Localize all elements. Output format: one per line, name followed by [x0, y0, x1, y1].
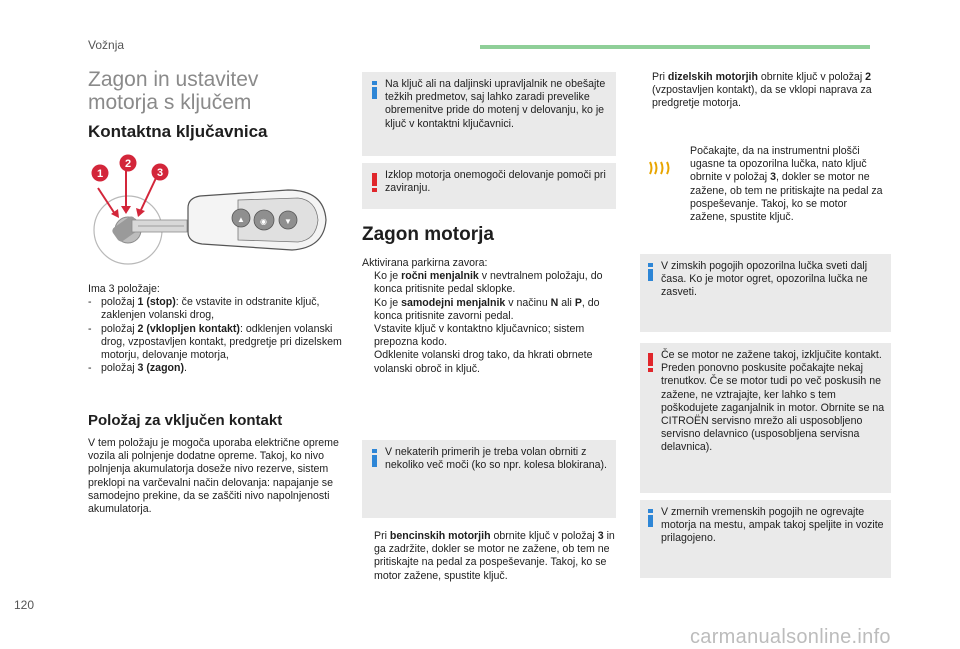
header-accent-bar — [480, 45, 870, 49]
svg-text:1: 1 — [96, 168, 104, 180]
immobilise-note: Izklop motorja onemogoči delovanje pomoči pri zaviranju. — [385, 169, 606, 195]
svg-text:▼: ▼ — [284, 217, 292, 226]
glow-plug-warning-icon — [648, 160, 674, 176]
svg-text:3: 3 — [156, 167, 164, 179]
keyring-note: Na ključ ali na daljinski upravljalnik ne obešajte težkih predmetov, saj lahko zaradi prevelike obremenitve pride do motenj v delovanju, ko je ključ v kontaktni ključavnici. — [385, 78, 606, 130]
svg-text:◉: ◉ — [260, 217, 267, 226]
warning-icon — [372, 173, 378, 191]
temperate-note: V zmernih vremenskih pogojih ne ogrevajte motorja na mestu, ampak takoj speljite in vozite prilagojeno. — [661, 506, 884, 545]
info-icon — [648, 509, 654, 527]
info-icon — [648, 263, 654, 281]
page-title — [88, 68, 348, 114]
starting-step-3: Vstavite ključ v kontaktno ključavnico; sistem prepozna kodo. — [374, 323, 585, 349]
starting-intro: Aktivirana parkirna zavora: — [362, 257, 488, 269]
contact-position-text: V tem položaju je mogoča uporaba električne opreme vozila ali polnjenje dodatne opreme. Takoj, ko nivo polnjenja akumulatorja doseže nivo rezerve, sistem preklopi na varčevalni način delovanja: napajanje se samodejno prekine, da se zaščiti nivo napolnjenosti akumulatorja. — [88, 437, 339, 516]
position-badge-3 — [152, 164, 169, 181]
winter-info-box — [640, 254, 891, 332]
glow-plug-text: Počakajte, da na instrumentni plošči ugasne ta opozorilna lučka, nato ključ obrnite v položaj 3, dokler se motor ne zažene, ob tem ne pritiskajte na pedal za pospeševanje. Takoj, ko se motor zažene, spustite ključ. — [690, 145, 883, 224]
position-item-1: - položaj 1 (stop): če vstavite in odstranite ključ, zaklenjen volanski drog, — [88, 296, 320, 322]
keyring-info-box — [362, 72, 616, 156]
steering-note: V nekaterih primerih je treba volan obrniti z nekoliko več moči (ko so npr. kolesa blokirana). — [385, 446, 607, 472]
key-ignition-illustration — [88, 148, 348, 278]
positions-intro: Ima 3 položaje: — [88, 283, 160, 295]
winter-note: V zimskih pogojih opozorilna lučka sveti dalj časa. Ko je motor ogret, opozorilna lučka ne zasveti. — [661, 260, 868, 299]
position-badge-1 — [92, 165, 109, 182]
position-item-3: - položaj 3 (zagon). — [88, 362, 187, 375]
position-item-2: - položaj 2 (vklopljen kontakt): odklenjen volanski drog, vzpostavljen kontakt, predgretje pri dizelskem motorju, delovanje motorja, — [88, 322, 342, 362]
starting-steps — [362, 257, 616, 376]
ignition-heading: Kontaktna ključavnica — [88, 122, 268, 141]
starting-heading: Zagon motorja — [362, 224, 494, 245]
page-title-line1: Zagon in ustavitev — [88, 68, 259, 91]
watermark: carmanualsonline.info — [690, 626, 891, 648]
immobilise-warning-box — [362, 163, 616, 209]
starting-step-1: Ko je ročni menjalnik v nevtralnem položaju, do konca pritisnite pedal sklopke. — [374, 270, 603, 296]
petrol-instruction: Pri bencinskih motorjih obrnite ključ v položaj 3 in ga zadržite, dokler se motor ne zažene, ob tem ne pritiskajte na pedal za pospeševanje. Takoj, ko se motor zažene, spustite ključ. — [374, 530, 615, 582]
steering-info-box — [362, 440, 616, 518]
warning-icon — [648, 353, 654, 371]
svg-text:2: 2 — [124, 158, 132, 170]
no-start-note: Če se motor ne zažene takoj, izključite kontakt. Preden ponovno poskusite počakajte nekaj trenutkov. Če se motor tudi po več poskusih ne zažene, ne vztrajajte, ker lahko s tem poškodujete zaganjalnik in motor. Obrnite se na CITROËN servisno mrežo ali usposobljeno servisno delavnico (usposobljena servisna delavnica). — [661, 349, 885, 454]
section-title: Vožnja — [88, 38, 125, 52]
page-title-line2: motorja s ključem — [88, 91, 252, 114]
starting-step-4: Odklenite volanski drog tako, da hkrati obrnete volanski obroč in ključ. — [374, 349, 593, 375]
contact-position-heading: Položaj za vključen kontakt — [88, 412, 283, 429]
diesel-instruction: Pri dizelskih motorjih obrnite ključ v položaj 2 (vzpostavljen kontakt), da se vklopi naprava za predgretje motorja. — [652, 71, 872, 110]
temperate-info-box — [640, 500, 891, 578]
page-number: 120 — [14, 598, 35, 612]
info-icon — [372, 81, 378, 99]
info-icon — [372, 449, 378, 467]
svg-text:▲: ▲ — [237, 215, 245, 224]
no-start-warning-box — [640, 343, 891, 493]
starting-step-2: Ko je samodejni menjalnik v načinu N ali P, do konca pritisnite zavorni pedal. — [374, 296, 600, 322]
positions-block — [88, 283, 346, 375]
position-badge-2 — [120, 155, 137, 172]
